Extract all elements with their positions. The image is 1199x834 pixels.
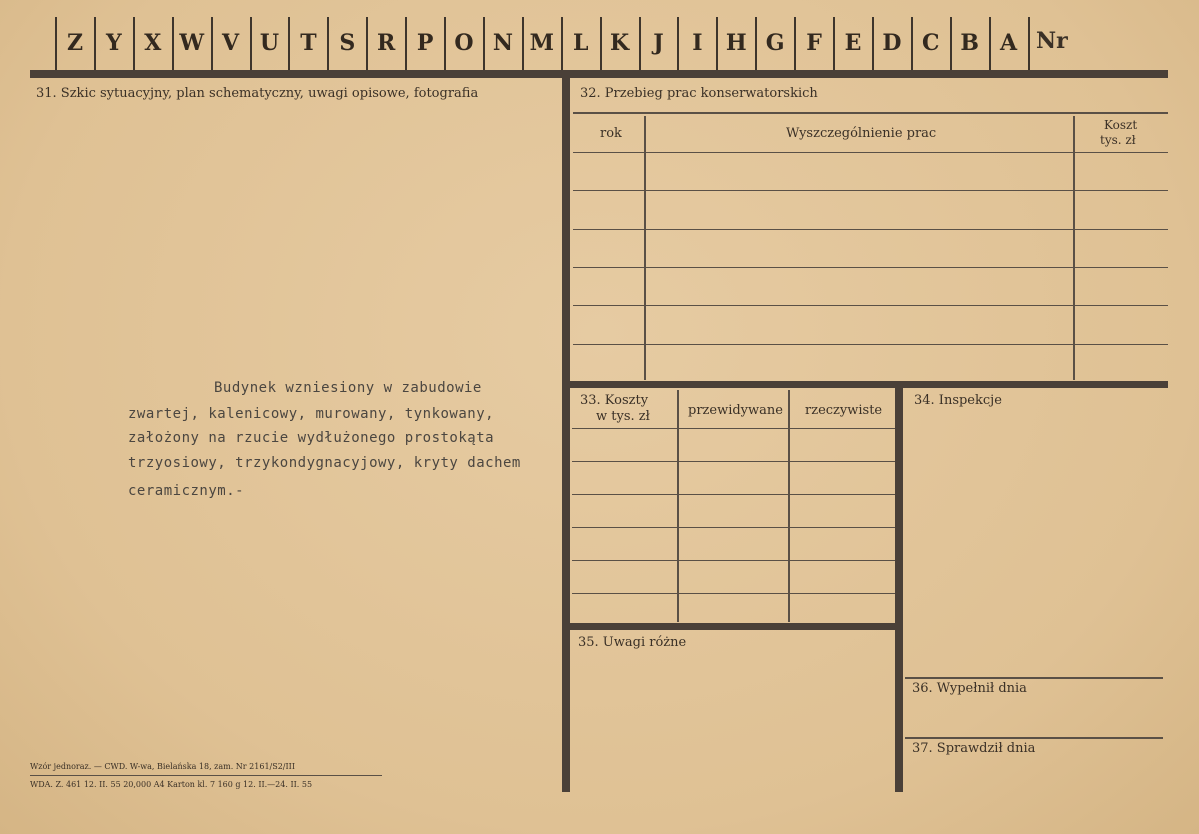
letter-cell-i: I — [692, 30, 703, 56]
table-32-row-line — [573, 152, 1168, 153]
table-33-row-line — [572, 461, 895, 462]
letter-cell-l: L — [572, 30, 589, 56]
table-32-row-line — [573, 344, 1168, 345]
section-36-label: 36. Wypełnił dnia — [912, 681, 1027, 696]
col-wyszczegolnienie-header: Wyszczególnienie prac — [786, 126, 937, 141]
header-rule — [30, 70, 1168, 78]
letter-cell-v: V — [222, 30, 240, 56]
letter-cell-s: S — [339, 30, 356, 56]
letter-cell-n: N — [492, 30, 513, 56]
letter-cell-t: T — [300, 30, 317, 56]
letter-cell-x: X — [144, 30, 162, 56]
letter-cell-b: B — [960, 30, 979, 56]
col-rok-header: rok — [600, 126, 622, 141]
typed-description-line-1: Budynek wzniesiony w zabudowie — [214, 380, 482, 396]
footer-print-line-2: WDA. Z. 461 12. II. 55 20,000 A4 Karton kl. 7 160 g 12. II.—24. II. 55 — [30, 780, 313, 789]
letter-cell-e: E — [844, 30, 862, 56]
section-37-label: 37. Sprawdził dnia — [912, 741, 1036, 756]
section-35-label: 35. Uwagi różne — [578, 635, 687, 650]
col-przewidywane-header: przewidywane — [688, 403, 783, 418]
letter-cell-r: R — [377, 30, 396, 56]
section-32-bottom-rule — [570, 381, 1168, 388]
letter-cell-a: A — [1000, 30, 1018, 56]
col-rzeczywiste-header: rzeczywiste — [805, 403, 883, 418]
section-36-top-line — [905, 677, 1163, 679]
table-32-row-line — [573, 267, 1168, 268]
letter-cell-z: Z — [66, 30, 84, 56]
letter-cell-g: G — [765, 30, 785, 56]
table-33-col-divider-2 — [788, 390, 790, 622]
letter-cell-u: U — [259, 30, 280, 56]
table-33-row-line — [572, 560, 895, 561]
letter-cell-j: J — [653, 30, 664, 56]
table-33-row-line — [572, 593, 895, 594]
typed-description-line-5: ceramicznym.- — [128, 483, 245, 499]
table-32-col-divider-2 — [1073, 116, 1075, 380]
vertical-divider-main — [562, 78, 570, 792]
table-32-top-line — [573, 112, 1168, 114]
table-33-col-divider-1 — [677, 390, 679, 622]
section-31-label: 31. Szkic sytuacyjny, plan schematyczny, uwagi opisowe, fotografia — [36, 86, 479, 101]
section-32-label: 32. Przebieg prac konserwatorskich — [580, 86, 818, 101]
letter-cell-y: Y — [106, 30, 122, 56]
letter-cell-w: W — [179, 30, 205, 56]
letter-cell-m: M — [529, 30, 554, 56]
footer-print-line-1: Wzór jednoraz. — CWD. W-wa, Bielańska 18, zam. Nr 2161/S2/III — [30, 762, 295, 771]
letter-cell-f: F — [806, 30, 822, 56]
letter-cell-d: D — [882, 30, 902, 56]
nr-label: Nr — [1036, 28, 1068, 54]
table-32-row-line — [573, 190, 1168, 191]
section-37-top-line — [905, 737, 1163, 739]
section-33-bottom-rule — [570, 623, 897, 630]
table-32-row-line — [573, 305, 1168, 306]
letter-cell-c: C — [922, 30, 940, 56]
letter-cell-h: H — [725, 30, 747, 56]
table-33-row-line — [572, 428, 895, 429]
typed-description-line-3: założony na rzucie wydłużonego prostokąta — [128, 430, 495, 446]
vertical-divider-33-34 — [895, 388, 903, 792]
letter-cell-p: P — [416, 30, 434, 56]
typed-description-line-4: trzyosiowy, trzykondygnacyjowy, kryty dachem — [128, 455, 521, 471]
col-koszt-header-1: Koszt — [1104, 118, 1138, 132]
table-32-col-divider-1 — [644, 116, 646, 380]
col-koszt-header-2: tys. zł — [1100, 133, 1136, 147]
letter-cell-o: O — [454, 30, 474, 56]
section-33-label-1: 33. Koszty — [580, 393, 649, 408]
letter-cell-k: K — [610, 30, 630, 56]
table-33-row-line — [572, 527, 895, 528]
letter-cell-divider — [1028, 17, 1030, 71]
section-34-label: 34. Inspekcje — [914, 393, 1002, 408]
footer-rule — [30, 775, 382, 776]
table-32-row-line — [573, 229, 1168, 230]
section-33-label-2: w tys. zł — [596, 409, 650, 424]
table-33-row-line — [572, 494, 895, 495]
typed-description-line-2: zwartej, kalenicowy, murowany, tynkowany, — [128, 406, 495, 422]
